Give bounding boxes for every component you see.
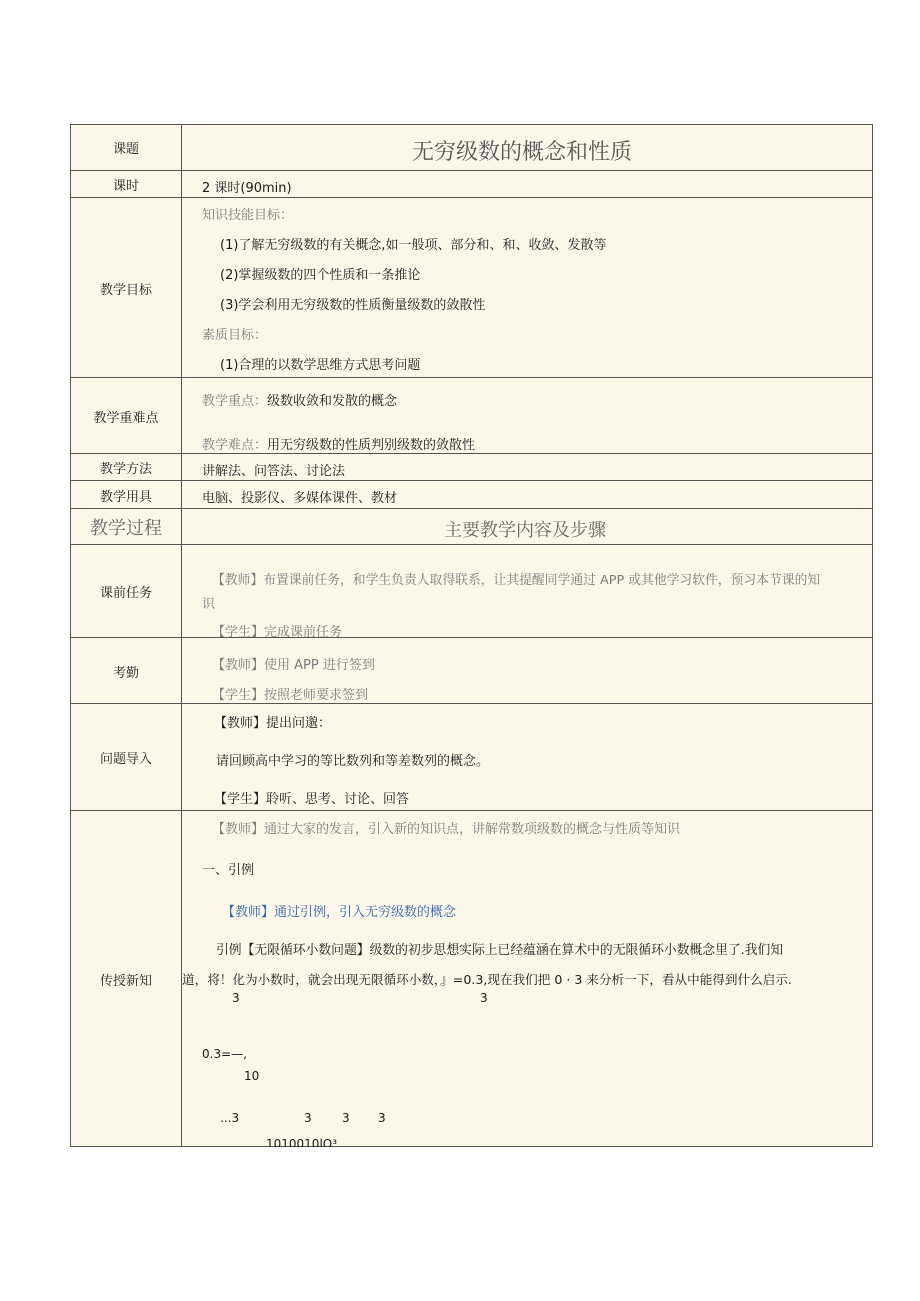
key-points-label: 教学重难点 bbox=[71, 378, 182, 454]
tools-value: 电脑、投影仪、多媒体课件、教材 bbox=[202, 491, 398, 506]
intro-teacher: 【教师】提出问邈： bbox=[214, 716, 332, 731]
row-methods bbox=[71, 453, 872, 481]
key-point bbox=[202, 390, 397, 409]
section-heading: 一、引例 bbox=[202, 863, 255, 878]
row-process-header bbox=[71, 508, 872, 545]
attendance-student: 【学生】按照老师要求签到 bbox=[212, 688, 369, 703]
hours-label: 课时 bbox=[71, 171, 182, 198]
key-point-text: 级数收敛和发散的概念 bbox=[267, 394, 398, 409]
example-line-cont: 道，将！化为小数时，就会出现无限循环小数，』=0.3,现在我们把 0 · 3 来分析一下，看从中能得到什么启示. bbox=[182, 972, 792, 987]
process-label: 教学过程 bbox=[71, 509, 182, 545]
intro-label: 问题导入 bbox=[71, 704, 182, 811]
example-line: 引例【无限循环小数问题】级数的初步思想实际上已经蕴涵在算术中的无限循环小数概念里了.我们知 bbox=[216, 943, 784, 958]
intro-student: 【学生】聆听、思考、讨论、回答 bbox=[214, 792, 410, 807]
equation-denominator: 10 bbox=[244, 1069, 260, 1083]
series-term: ...3 bbox=[220, 1111, 240, 1125]
difficult-point-text: 用无穷级数的性质判别级数的敛散性 bbox=[267, 438, 476, 453]
pre-class-label: 课前任务 bbox=[71, 545, 182, 638]
row-pre-class bbox=[71, 544, 872, 638]
equation-lhs: 0.3=—, bbox=[202, 1047, 247, 1061]
row-objectives bbox=[71, 197, 872, 378]
tools-label: 教学用具 bbox=[71, 481, 182, 509]
fraction-denominator: 3 bbox=[232, 991, 240, 1005]
series-term: 3 bbox=[378, 1111, 386, 1125]
difficult-point-prefix: 教学难点： bbox=[202, 438, 268, 453]
methods-label: 教学方法 bbox=[71, 454, 182, 481]
row-tools bbox=[71, 480, 872, 509]
objective-item: (1)了解无穷级数的有关概念,如一般项、部分和、和、收敛、发散等 bbox=[220, 238, 607, 253]
topic-label: 课题 bbox=[71, 125, 182, 170]
attendance-teacher: 【教师】使用 APP 进行签到 bbox=[212, 658, 375, 673]
series-denominators: 1010010lO³ bbox=[266, 1137, 338, 1147]
row-hours bbox=[71, 170, 872, 198]
key-point-prefix: 教学重点： bbox=[202, 394, 268, 409]
pre-class-student: 【学生】完成课前任务 bbox=[212, 625, 343, 640]
quality-goal-title: 素质目标： bbox=[202, 328, 268, 343]
lesson-plan-table bbox=[70, 124, 873, 1147]
row-key-points bbox=[71, 377, 872, 454]
pre-class-teacher-cont: 识 bbox=[202, 597, 216, 612]
row-attendance bbox=[71, 637, 872, 704]
series-term: 3 bbox=[304, 1111, 312, 1125]
row-intro bbox=[71, 703, 872, 811]
knowledge-goal-title: 知识技能目标： bbox=[202, 208, 294, 223]
quality-item: (1)合理的以数学思维方式思考问题 bbox=[220, 358, 421, 373]
attendance-label: 考勤 bbox=[71, 638, 182, 704]
intro-question: 请回顾高中学习的等比数列和等差数列的概念。 bbox=[216, 754, 490, 769]
fraction-denominator: 3 bbox=[480, 991, 488, 1005]
methods-value: 讲解法、问答法、讨论法 bbox=[202, 464, 346, 479]
process-content-header: 主要教学内容及步骤 bbox=[444, 520, 606, 541]
series-term: 3 bbox=[342, 1111, 350, 1125]
lesson-title: 无穷级数的概念和性质 bbox=[412, 140, 633, 165]
objective-item: (3)学会利用无穷级数的性质衡量级数的敛散性 bbox=[220, 298, 486, 313]
new-knowledge-teacher-blue: 【教师】通过引例，引入无穷级数的概念 bbox=[222, 905, 457, 920]
pre-class-teacher: 【教师】布置课前任务，和学生负责人取得联系，让其提醒同学通过 APP 或其他学习软件，预习本节课的知 bbox=[212, 573, 821, 588]
difficult-point bbox=[202, 434, 475, 453]
objective-item: (2)掌握级数的四个性质和一条推论 bbox=[220, 268, 421, 283]
objectives-label: 教学目标 bbox=[71, 198, 182, 378]
new-knowledge-teacher: 【教师】通过大家的发言，引入新的知识点，讲解常数项级数的概念与性质等知识 bbox=[212, 822, 681, 837]
new-knowledge-label: 传授新知 bbox=[71, 811, 182, 1147]
row-new-knowledge bbox=[71, 810, 872, 1147]
row-topic bbox=[71, 125, 872, 170]
hours-value: 2 课时(90min) bbox=[202, 181, 292, 196]
